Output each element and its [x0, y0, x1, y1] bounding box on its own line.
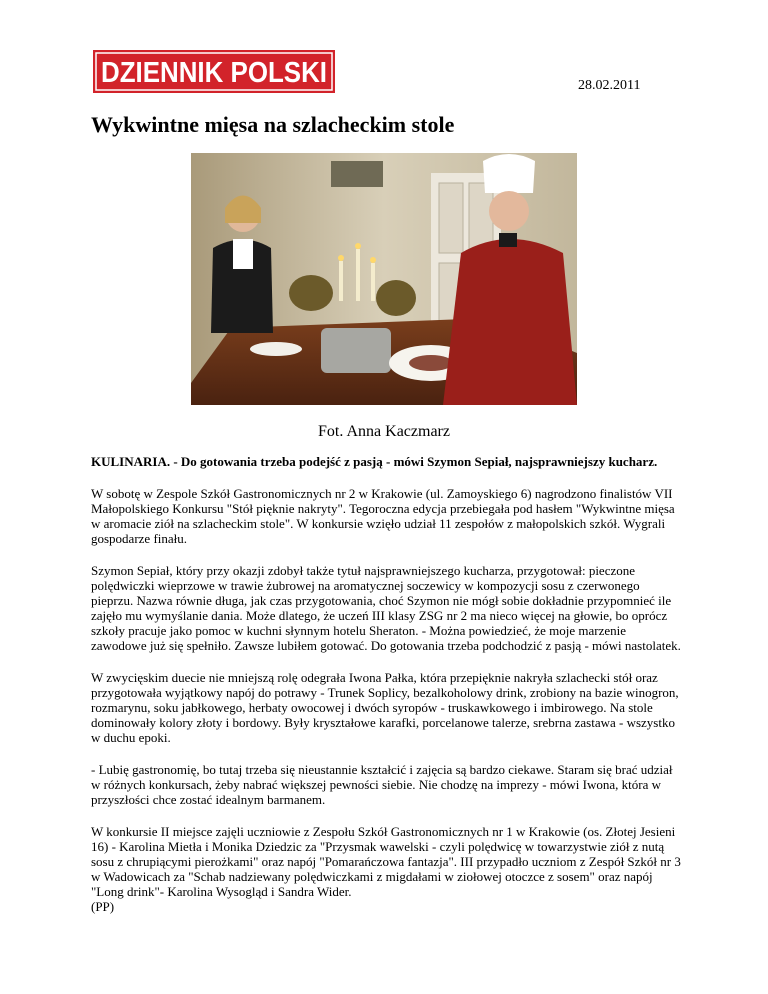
svg-text:DZIENNIK POLSKI: DZIENNIK POLSKI — [101, 57, 327, 89]
article-paragraph: Szymon Sepiał, który przy okazji zdobył także tytuł najsprawniejszego kucharza, przygotował: pieczone polędwiczki wieprzowe w trawie żubrowej na aromatycznej soczewicy w kompozycji sosu z czerwonego pieprzu. Nazwa równie długa, jak czas przygotowania, choć Szymon nie mógł sobie dokładnie przypomnieć ile zajęło mu wymyślanie dania. Może dlatego, że uczeń III klasy ZSG nr 2 ma nieco więcej na głowie, bo oprócz szkoły pracuje jako pomoc w kuchni słynnym hotelu Sheraton. - Można powiedzieć, że moje marzenie zawodowe już się spełniło. Zawsze lubiłem gotować. Do gotowania trzeba podchodzić z pasją - mówi nastolatek. — [91, 563, 681, 653]
publication-date: 28.02.2011 — [578, 78, 641, 93]
dziennik-polski-logo — [93, 50, 335, 93]
article-photo — [191, 153, 577, 405]
article-body — [91, 454, 681, 914]
article-paragraph: W zwycięskim duecie nie mniejszą rolę odegrała Iwona Pałka, która przepięknie nakryła szlachecki stół oraz przygotowała wyjątkowy napój do potrawy - Trunek Soplicy, bezalkoholowy drink, zrobiony na bazie winogron, rozmarynu, soku jabłkowego, herbaty owocowej i dwóch syropów - truskawkowego i imbirowego. Na stole dominowały kolory złoty i bordowy. Były kryształowe karafki, porcelanowe talerze, srebrna zastawa - wszystko w duchu epoki. — [91, 670, 679, 745]
article-lead: KULINARIA. - Do gotowania trzeba podejść z pasją - mówi Szymon Sepiał, najsprawniejszy kucharz. — [91, 454, 658, 469]
article-paragraph: W sobotę w Zespole Szkół Gastronomicznych nr 2 w Krakowie (ul. Zamoyskiego 6) nagrodzono finalistów VII Małopolskiego Konkursu "Stół pięknie nakryty". Tegoroczna edycja przebiegała pod hasłem "Wykwintne mięsa w aromacie ziół na szlacheckim stole". W konkursie wzięło udział 11 zespołów z małopolskich szkół. Wygrali gospodarze finału. — [91, 486, 675, 546]
article-paragraph: W konkursie II miejsce zajęli uczniowie z Zespołu Szkół Gastronomicznych nr 1 w Krakowie (os. Złotej Jesieni 16) - Karolina Mietła i Monika Dziedzic za "Przysmak wawelski - czyli polędwicę w towarzystwie ziół z nutą sosu z chrupiącymi pierożkami" oraz napój "Pomarańczowa fantazja". III przypadło uczniom z Zespół Szkół nr 3 w Wadowicach za "Schab nadziewany polędwiczkami z migdałami w ziołowej otoczce z sosem" oraz napój "Long drink"- Karolina Wysogląd i Sandra Wider. — [91, 824, 681, 899]
article-headline: Wykwintne mięsa na szlacheckim stole — [91, 112, 455, 137]
article-paragraph: - Lubię gastronomię, bo tutaj trzeba się nieustannie kształcić i zajęcia są bardzo ciekawe. Staram się brać udział w różnych konkursach, żeby nabrać większej pewności siebie. Nie chodzę na imprezy - mówi Iwona, która w przyszłości chce zostać idealnym barmanem. — [91, 762, 673, 807]
article-signature: (PP) — [91, 899, 115, 914]
photo-credit: Fot. Anna Kaczmarz — [318, 423, 450, 440]
